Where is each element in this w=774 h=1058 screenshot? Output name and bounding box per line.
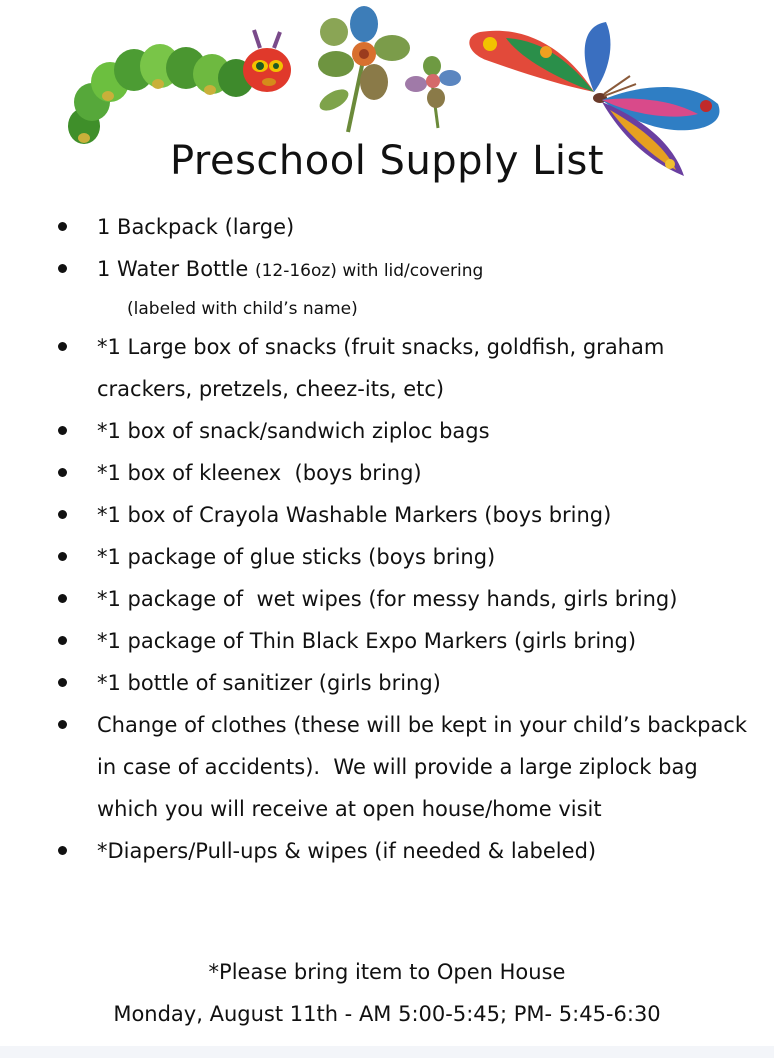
item-text: *1 box of kleenex (boys bring) bbox=[97, 461, 422, 485]
footer-date: Monday, August 11th - AM 5:00-5:45; PM- 5:45-6:30 bbox=[113, 1002, 661, 1026]
bullet-dot bbox=[58, 510, 67, 519]
bullet-dot bbox=[58, 222, 67, 231]
item-text: *1 package of Thin Black Expo Markers (girls bring) bbox=[97, 629, 637, 653]
list-item bbox=[52, 248, 752, 326]
item-text: *1 package of wet wipes (for messy hands, girls bring) bbox=[97, 587, 678, 611]
item-text: *1 bottle of sanitizer (girls bring) bbox=[97, 671, 441, 695]
list-item bbox=[52, 326, 752, 410]
bullet-dot bbox=[58, 552, 67, 561]
supply-list bbox=[52, 206, 752, 872]
item-text: *1 box of Crayola Washable Markers (boys bring) bbox=[97, 503, 612, 527]
page-bottom-edge bbox=[0, 1046, 774, 1058]
footer-note: *Please bring item to Open House bbox=[208, 960, 566, 984]
list-item bbox=[52, 662, 752, 704]
list-item bbox=[52, 704, 752, 830]
caterpillar-illustration bbox=[62, 26, 302, 156]
caterpillar-body bbox=[68, 44, 254, 144]
list-item bbox=[52, 536, 752, 578]
page-title: Preschool Supply List bbox=[170, 138, 604, 184]
item-text: 1 Water Bottle bbox=[97, 257, 249, 281]
item-subnote: (labeled with child’s name) bbox=[127, 299, 358, 319]
bullet-dot bbox=[58, 264, 67, 273]
item-text: *1 box of snack/sandwich ziploc bags bbox=[97, 419, 490, 443]
bullet-dot bbox=[58, 720, 67, 729]
butterfly-upper-wing bbox=[469, 22, 610, 92]
list-item bbox=[52, 494, 752, 536]
list-item bbox=[52, 410, 752, 452]
flowers-illustration bbox=[312, 4, 472, 134]
small-flower bbox=[405, 56, 461, 128]
caterpillar-head bbox=[243, 30, 291, 92]
list-item bbox=[52, 578, 752, 620]
list-item bbox=[52, 830, 752, 872]
bullet-dot bbox=[58, 636, 67, 645]
large-flower bbox=[316, 6, 410, 132]
bullet-dot bbox=[58, 846, 67, 855]
list-item bbox=[52, 620, 752, 662]
item-text: *1 package of glue sticks (boys bring) bbox=[97, 545, 496, 569]
item-detail: (12-16oz) with lid/covering bbox=[254, 261, 484, 281]
bullet-dot bbox=[58, 426, 67, 435]
bullet-dot bbox=[58, 678, 67, 687]
bullet-dot bbox=[58, 468, 67, 477]
list-item bbox=[52, 206, 752, 248]
item-text: *Diapers/Pull-ups & wipes (if needed & labeled) bbox=[97, 839, 597, 863]
item-text: Change of clothes (these will be kept in your child’s backpack in case of accidents). We will provide a large ziplock bag which you will receive at open house/home visit bbox=[97, 713, 754, 821]
bullet-dot bbox=[58, 342, 67, 351]
item-text: 1 Backpack (large) bbox=[97, 215, 295, 239]
list-item bbox=[52, 452, 752, 494]
item-text: *1 Large box of snacks (fruit snacks, goldfish, graham crackers, pretzels, cheez-its, etc) bbox=[97, 335, 665, 401]
bullet-dot bbox=[58, 594, 67, 603]
